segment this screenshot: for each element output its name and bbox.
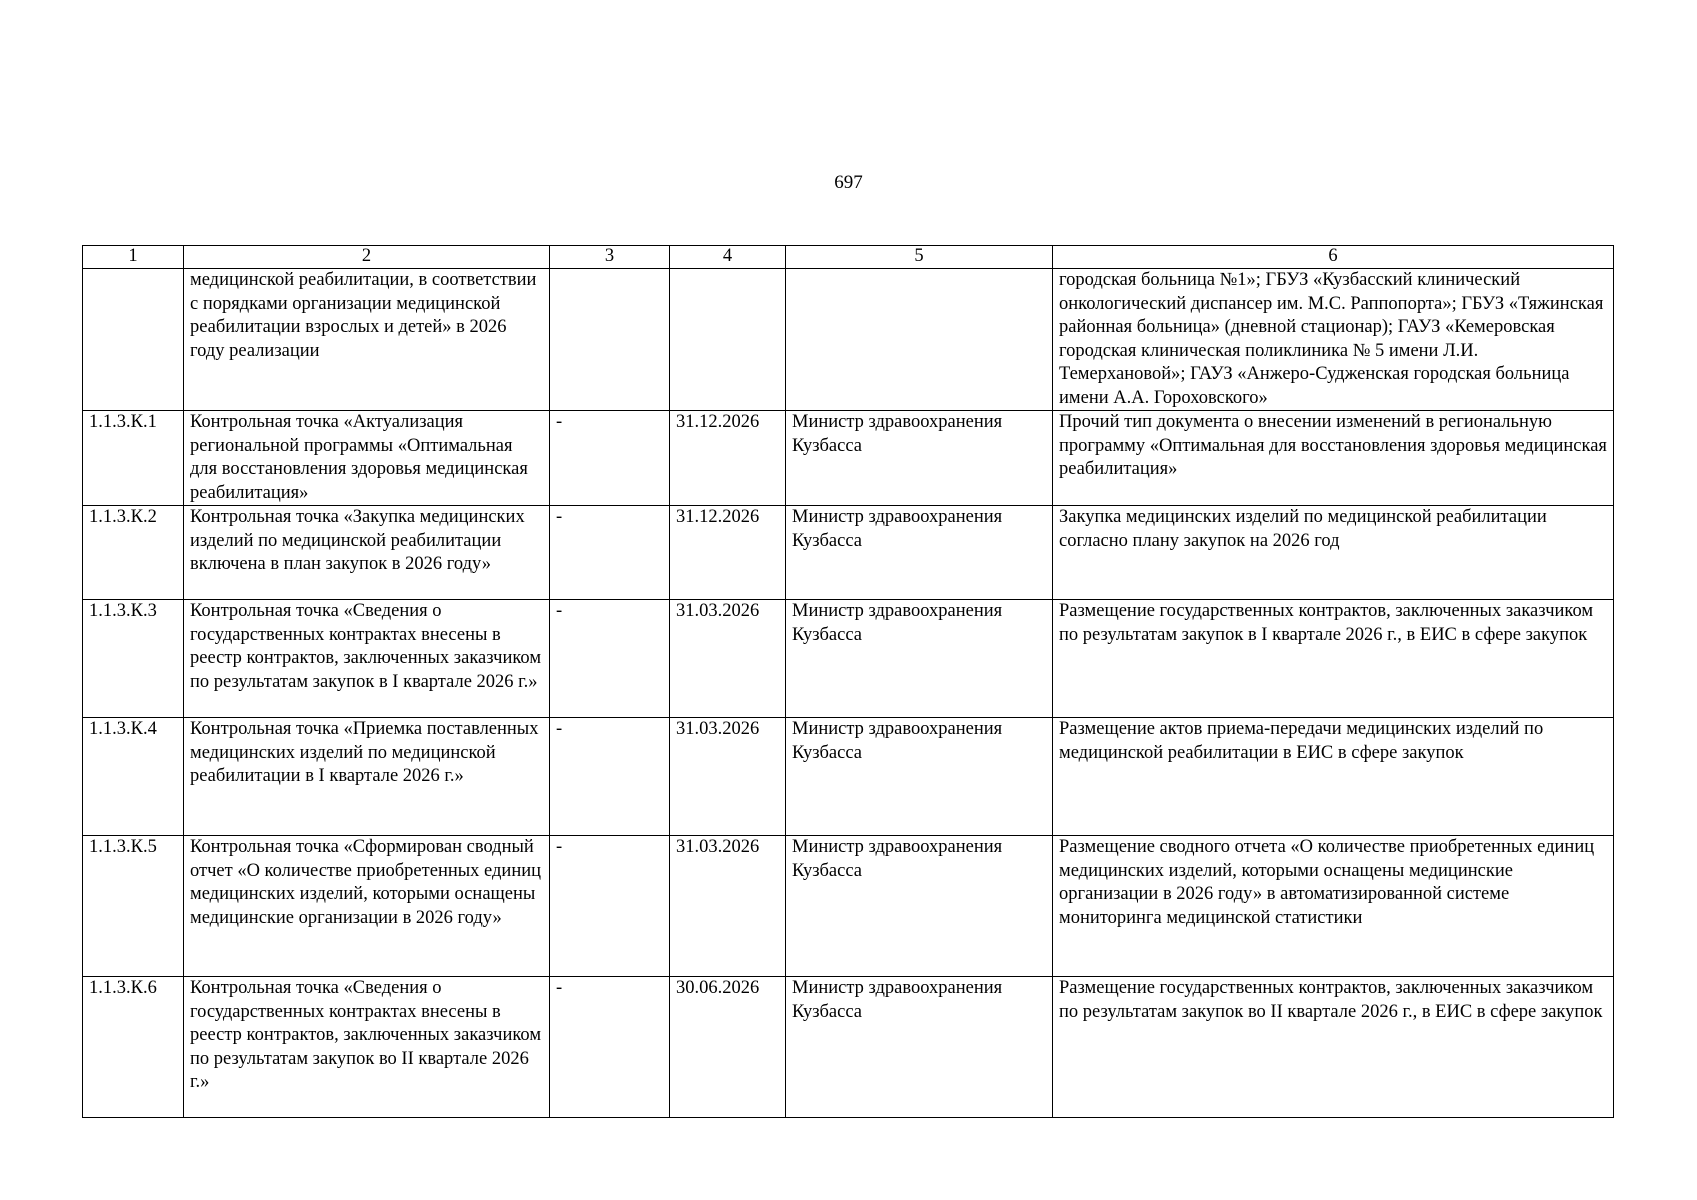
row-id: 1.1.3.К.6 <box>83 977 184 1118</box>
row-date: 31.03.2026 <box>670 836 786 977</box>
row-responsible <box>786 269 1053 411</box>
row-col3: - <box>550 506 670 600</box>
row-document: Закупка медицинских изделий по медицинской реабилитации согласно плану закупок на 2026 год <box>1053 506 1614 600</box>
row-name: Контрольная точка «Сведения о государственных контрактах внесены в реестр контрактов, заключенных заказчиком по результатам закупок в I квартале 2026 г.» <box>184 600 550 718</box>
control-points-table <box>82 245 1614 1118</box>
row-id: 1.1.3.К.3 <box>83 600 184 718</box>
row-name: Контрольная точка «Приемка поставленных медицинских изделий по медицинской реабилитации в I квартале 2026 г.» <box>184 718 550 836</box>
row-document: Размещение государственных контрактов, заключенных заказчиком по результатам закупок во II квартале 2026 г., в ЕИС в сфере закупок <box>1053 977 1614 1118</box>
row-id: 1.1.3.К.5 <box>83 836 184 977</box>
table-header-row <box>83 246 1614 269</box>
header-col-2: 2 <box>184 246 550 269</box>
row-responsible: Министр здравоохранения Кузбасса <box>786 718 1053 836</box>
row-responsible: Министр здравоохранения Кузбасса <box>786 411 1053 506</box>
table-row <box>83 411 1614 506</box>
table-row <box>83 269 1614 411</box>
row-document: Размещение государственных контрактов, заключенных заказчиком по результатам закупок в I квартале 2026 г., в ЕИС в сфере закупок <box>1053 600 1614 718</box>
row-name: Контрольная точка «Сведения о государственных контрактах внесены в реестр контрактов, заключенных заказчиком по результатам закупок во II квартале 2026 г.» <box>184 977 550 1118</box>
row-col3: - <box>550 600 670 718</box>
header-col-5: 5 <box>786 246 1053 269</box>
row-date: 30.06.2026 <box>670 977 786 1118</box>
row-col3: - <box>550 836 670 977</box>
row-document: Прочий тип документа о внесении изменений в региональную программу «Оптимальная для восстановления здоровья медицинская реабилитация» <box>1053 411 1614 506</box>
row-responsible: Министр здравоохранения Кузбасса <box>786 600 1053 718</box>
row-id: 1.1.3.К.2 <box>83 506 184 600</box>
row-document: Размещение актов приема-передачи медицинских изделий по медицинской реабилитации в ЕИС в сфере закупок <box>1053 718 1614 836</box>
header-col-4: 4 <box>670 246 786 269</box>
row-id: 1.1.3.К.4 <box>83 718 184 836</box>
header-col-3: 3 <box>550 246 670 269</box>
row-date: 31.12.2026 <box>670 411 786 506</box>
table-row <box>83 600 1614 718</box>
row-date <box>670 269 786 411</box>
row-id <box>83 269 184 411</box>
header-col-6: 6 <box>1053 246 1614 269</box>
row-document: Размещение сводного отчета «О количестве приобретенных единиц медицинских изделий, которыми оснащены медицинские организации в 2026 году» в автоматизированной системе мониторинга медицинской статистики <box>1053 836 1614 977</box>
table-row <box>83 836 1614 977</box>
table-row <box>83 718 1614 836</box>
row-name: медицинской реабилитации, в соответствии с порядками организации медицинской реабилитации взрослых и детей» в 2026 году реализации <box>184 269 550 411</box>
row-responsible: Министр здравоохранения Кузбасса <box>786 836 1053 977</box>
row-responsible: Министр здравоохранения Кузбасса <box>786 977 1053 1118</box>
row-id: 1.1.3.К.1 <box>83 411 184 506</box>
row-name: Контрольная точка «Актуализация региональной программы «Оптимальная для восстановления здоровья медицинская реабилитация» <box>184 411 550 506</box>
row-col3: - <box>550 411 670 506</box>
row-document: городская больница №1»; ГБУЗ «Кузбасский клинический онкологический диспансер им. М.С. Раппопорта»; ГБУЗ «Тяжинская районная больница» (дневной стационар); ГАУЗ «Кемеровская городская клиническая поликлиника № 5 имени Л.И. Темерхановой»; ГАУЗ «Анжеро-Судженская городская больница имени А.А. Гороховского» <box>1053 269 1614 411</box>
row-date: 31.03.2026 <box>670 718 786 836</box>
table-row <box>83 506 1614 600</box>
row-responsible: Министр здравоохранения Кузбасса <box>786 506 1053 600</box>
row-col3: - <box>550 977 670 1118</box>
table-row <box>83 977 1614 1118</box>
row-date: 31.03.2026 <box>670 600 786 718</box>
row-col3 <box>550 269 670 411</box>
row-date: 31.12.2026 <box>670 506 786 600</box>
header-col-1: 1 <box>83 246 184 269</box>
row-name: Контрольная точка «Сформирован сводный отчет «О количестве приобретенных единиц медицинских изделий, которыми оснащены медицинские организации в 2026 году» <box>184 836 550 977</box>
row-name: Контрольная точка «Закупка медицинских изделий по медицинской реабилитации включена в план закупок в 2026 году» <box>184 506 550 600</box>
row-col3: - <box>550 718 670 836</box>
page-number: 697 <box>834 172 863 193</box>
